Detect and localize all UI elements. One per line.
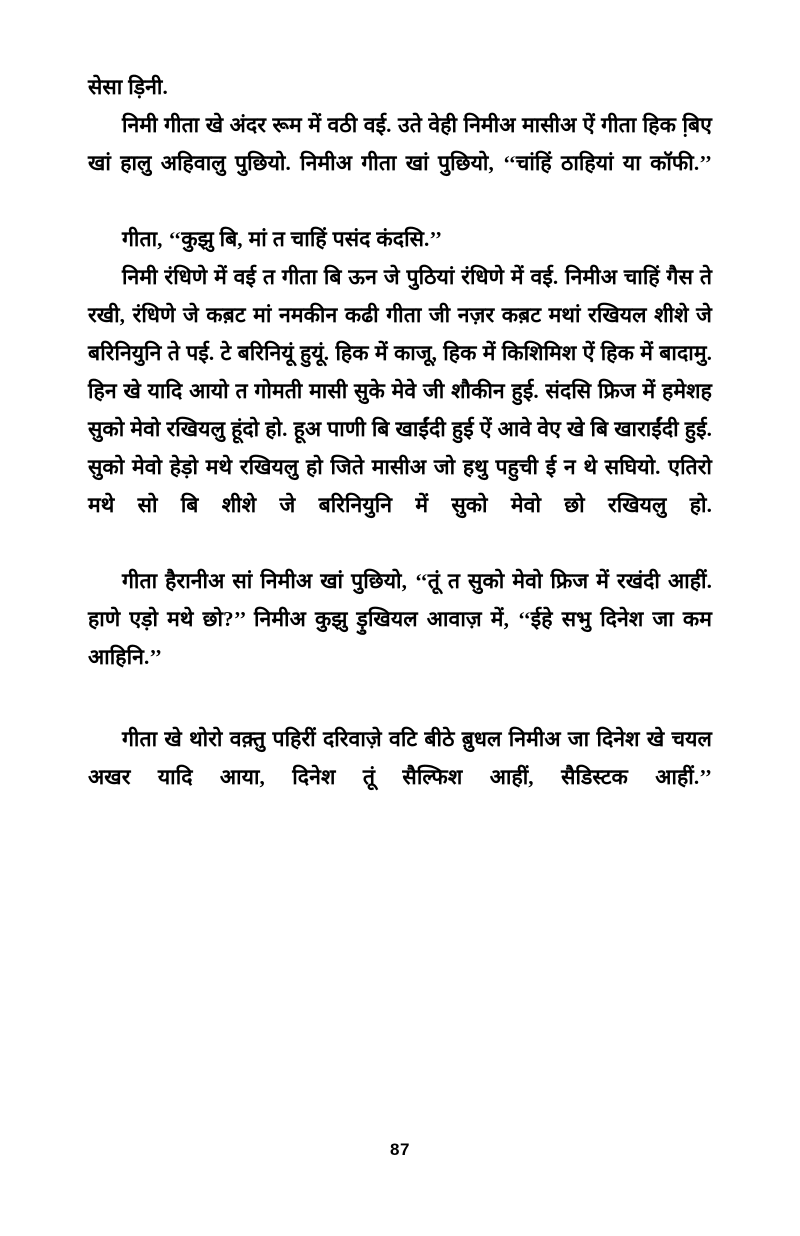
paragraph-2: निमी गीता खे अंदर रूम में वठी वई. उते वेही निमीअ मासीअ ऐं गीता हिक बि़ए खां हालु अहिवालु पुछियो. निमीअ गीता खां पुछियो, ‘‘चांहिं ठाहियां या कॉफी.’’ [88, 113, 712, 175]
page-number: 87 [390, 1140, 410, 1159]
paragraph-6-closing: गीता खे थोरो वक़्तु पहिरीं दरिवाज़े वटि बीठे बु़धल निमीअ जा दिनेश खे चयल अखर यादि आया, दिनेश तूं सैल्फिश आहीं, सैडिस्टक आहीं.’’ [88, 727, 712, 789]
page-text-body [88, 68, 712, 834]
paragraph-5-dialogue-nimi: गीता हैरानीअ सां निमीअ खां पुछियो, ‘‘तूं त सुको मेवो फ्रिज में रखंदी आहीं. हाणे एड़ो मथे छो?’’ निमीअ कुझु ड़ुखियल आवाज़ में, ‘‘ईहे सभु दिनेश जा कम आहिनि.’’ [88, 569, 712, 669]
paragraph-3-dialogue-geeta: गीता, ‘‘कुझु बि, मां त चाहिं पसंद कंदसि.’’ [122, 227, 443, 251]
paragraph-continuation: सेसा ड़िनी. [88, 75, 168, 99]
paragraph-4: निमी रंधिणे में वई त गीता बि ऊन जे पुठियां रंधिणे में वई. निमीअ चाहिं गैस ते रखी, रंधिणे जे कब़ट मां नमकीन कढी गीता जी नज़र कब़ट मथां रखियल शीशे जे बरिनियुनि ते पई. टे बरिनियूं हुयूं. हिक में काजू, हिक में किशिमिश ऐं हिक में बादामु. हिन खे यादि आयो त गोमती मासी सुके मेवे जी शौकीन हुई. संदसि फ्रिज में हमेशह सुको मेवो रखियलु हूंदो हो. हूअ पाणी बि खाईंदी हुई ऐं आवे वेए खे बि खाराईंदी हुई. सुको मेवो हेड़ो मथे रखियलु हो जिते मासीअ जो हथु पहुची ई न थे सघियो. एतिरो मथे सो बि शीशे जे बरिनियुनि में सुको मेवो छो रखियलु हो. [88, 265, 712, 517]
